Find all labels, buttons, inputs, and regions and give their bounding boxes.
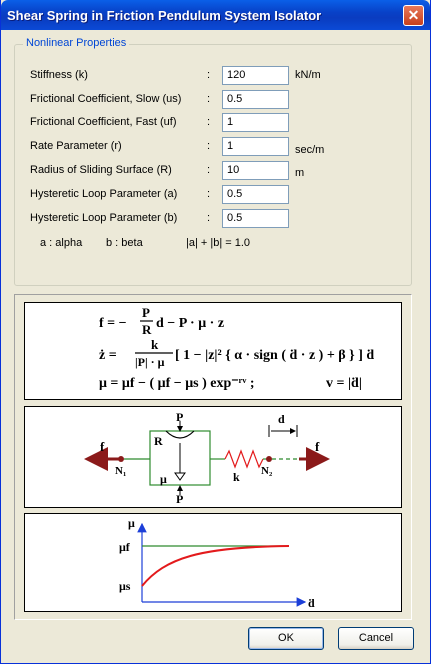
- friction-curve-svg: [25, 514, 401, 611]
- window-title: Shear Spring in Friction Pendulum System Isolator: [7, 8, 322, 23]
- label-d: d: [278, 412, 285, 426]
- label-k: k: [233, 470, 240, 484]
- label-n1: N₁: [115, 465, 127, 477]
- colon: :: [207, 164, 211, 176]
- ok-button[interactable]: OK: [248, 627, 324, 650]
- equations-figure: [24, 302, 402, 400]
- label-f-right: f: [315, 439, 320, 454]
- label-stiffness: Stiffness (k): [30, 69, 88, 81]
- mu-s-label: μs: [119, 579, 131, 593]
- colon: :: [207, 93, 211, 105]
- stiffness-field[interactable]: 120: [222, 66, 289, 85]
- label-n2: N₂: [261, 465, 273, 477]
- unit-radius: m: [295, 167, 305, 179]
- label-hysteretic-a: Hysteretic Loop Parameter (a): [30, 188, 178, 200]
- eq-f-P: P: [142, 305, 150, 320]
- label-r: R: [154, 434, 163, 448]
- friction-slow-field[interactable]: 0.5: [222, 90, 289, 109]
- eq-v: v = |ḋ|: [326, 376, 362, 391]
- label-rate-parameter: Rate Parameter (r): [30, 140, 122, 152]
- label-friction-slow: Frictional Coefficient, Slow (us): [30, 93, 182, 105]
- title-bar[interactable]: [1, 0, 430, 30]
- node-n1: [118, 456, 124, 462]
- eq-z-lhs: ż =: [99, 348, 117, 363]
- unit-stiffness: kN/m: [295, 69, 321, 81]
- close-button[interactable]: ✕: [403, 5, 424, 26]
- note-beta: b : beta: [106, 237, 143, 249]
- x-axis-label: ḋ: [308, 596, 315, 610]
- eq-f-lhs: f = −: [99, 316, 127, 331]
- label-friction-fast: Frictional Coefficient, Fast (uf): [30, 116, 177, 128]
- label-p-top: P: [176, 410, 184, 424]
- mechanism-diagram: [24, 406, 402, 508]
- colon: :: [207, 212, 211, 224]
- eq-z-k: k: [151, 337, 159, 352]
- y-axis-label: μ: [128, 516, 135, 530]
- eq-f-rhs: d − P · μ · z: [156, 316, 225, 331]
- sliding-surface: [166, 431, 194, 438]
- colon: :: [207, 69, 211, 81]
- eq-z-Pmu: |P| · μ: [135, 355, 165, 369]
- mu-f-label: μf: [119, 540, 130, 554]
- friction-fast-field[interactable]: 1: [222, 113, 289, 132]
- equations-svg: [25, 303, 401, 399]
- hysteretic-b-field[interactable]: 0.5: [222, 209, 289, 228]
- label-hysteretic-b: Hysteretic Loop Parameter (b): [30, 212, 178, 224]
- mechanism-svg: [25, 407, 401, 507]
- label-mu: μ: [160, 472, 167, 486]
- eq-z-rhs: [ 1 − |z|² { α · sign ( ḋ · z ) + β } ] ḋ: [175, 348, 375, 363]
- node-n2: [266, 456, 272, 462]
- unit-rate: sec/m: [295, 144, 325, 156]
- note-alpha: a : alpha: [40, 237, 83, 249]
- eq-f-R: R: [142, 322, 152, 337]
- hysteretic-a-field[interactable]: 0.5: [222, 185, 289, 204]
- group-legend: Nonlinear Properties: [23, 37, 129, 49]
- label-f-left: f: [100, 439, 105, 454]
- rate-parameter-field[interactable]: 1: [222, 137, 289, 156]
- friction-curve-figure: [24, 513, 402, 612]
- slider-triangle: [175, 473, 185, 480]
- friction-curve: [142, 546, 289, 586]
- colon: :: [207, 188, 211, 200]
- label-p-bottom: P: [176, 492, 184, 506]
- radius-field[interactable]: 10: [222, 161, 289, 180]
- eq-mu: μ = μf − ( μf − μs ) exp⁻ʳᵛ ;: [99, 376, 255, 391]
- colon: :: [207, 116, 211, 128]
- cancel-button[interactable]: Cancel: [338, 627, 414, 650]
- label-radius: Radius of Sliding Surface (R): [30, 164, 172, 176]
- note-sum: |a| + |b| = 1.0: [186, 237, 251, 249]
- spring: [225, 451, 263, 467]
- colon: :: [207, 140, 211, 152]
